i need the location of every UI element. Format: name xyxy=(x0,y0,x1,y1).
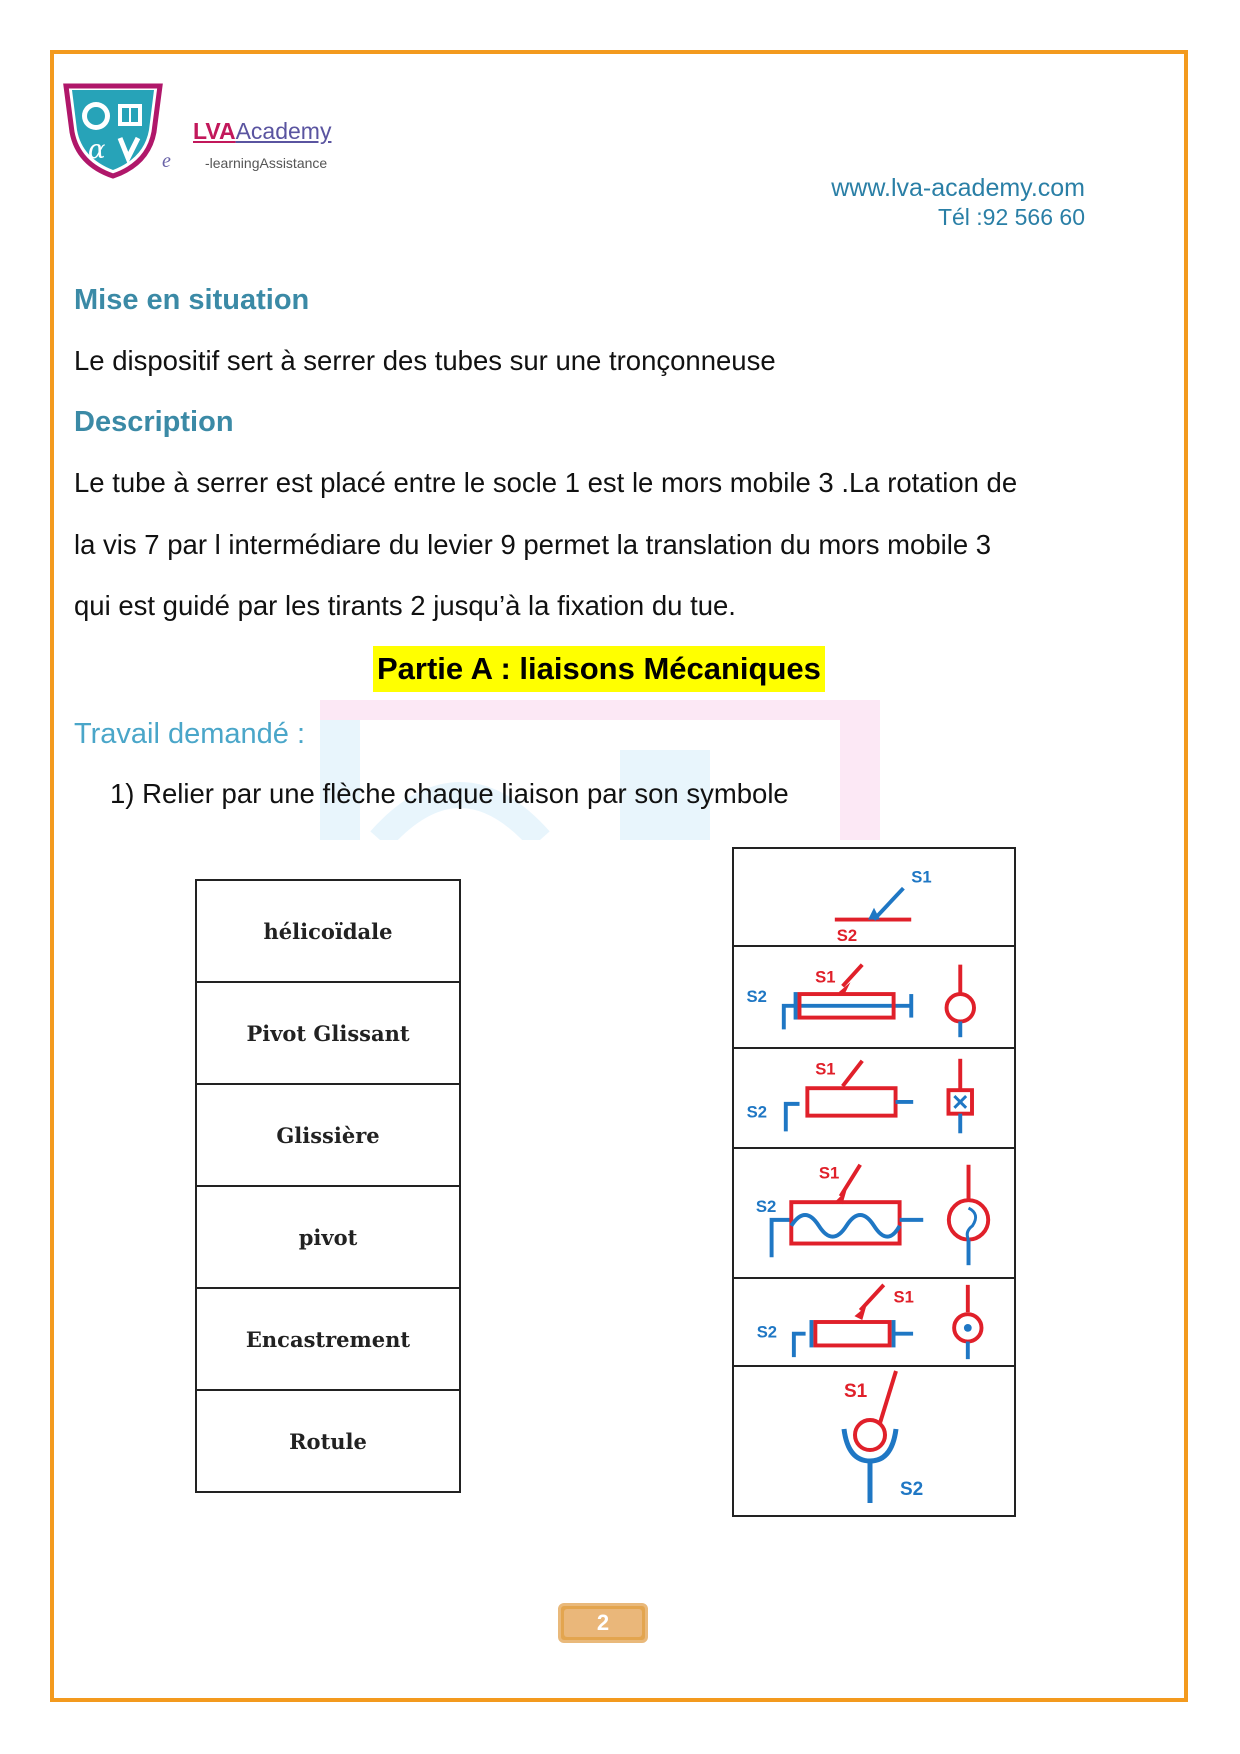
description-heading: Description xyxy=(74,406,234,438)
s2-label: S2 xyxy=(746,1102,767,1122)
s2-label: S2 xyxy=(755,1197,777,1217)
s1-label: S1 xyxy=(815,967,836,987)
pivot-glissant-symbol-icon xyxy=(734,947,1014,1047)
symbol-cell-encastrement[interactable] xyxy=(734,849,1014,947)
brand-academy: Academy xyxy=(235,118,332,144)
liaison-cell-encastrement[interactable]: Encastrement xyxy=(196,1288,460,1390)
s2-label: S2 xyxy=(756,1322,778,1342)
mise-en-situation-heading: Mise en situation xyxy=(74,284,310,316)
glissiere-symbol-icon xyxy=(734,1049,1014,1147)
watermark-logo xyxy=(320,700,880,840)
s1-label: S1 xyxy=(818,1163,840,1183)
lva-academy-logo xyxy=(58,80,168,180)
s1-label: S1 xyxy=(844,1381,868,1402)
s2-label: S2 xyxy=(836,926,858,945)
liaison-cell-helicoidale[interactable]: hélicoïdale xyxy=(196,880,460,982)
brand-e: e xyxy=(162,150,171,172)
website-link[interactable]: www.lva-academy.com xyxy=(831,174,1085,202)
mise-en-situation-text: Le dispositif sert à serrer des tubes sur une tronçonneuse xyxy=(74,345,776,376)
helicoidale-symbol-icon xyxy=(734,1149,1014,1277)
phone-number: Tél :92 566 60 xyxy=(937,204,1085,230)
encastrement-symbol-icon xyxy=(734,849,1014,945)
travail-demande-heading: Travail demandé : xyxy=(74,718,306,750)
s2-label: S2 xyxy=(900,1479,924,1500)
pivot-symbol-icon xyxy=(734,1279,1014,1365)
symbol-cell-helicoidale[interactable] xyxy=(734,1149,1014,1279)
description-line-1: Le tube à serrer est placé entre le socle 1 est le mors mobile 3 .La rotation de xyxy=(74,467,1018,498)
liaison-cell-glissiere[interactable]: Glissière xyxy=(196,1084,460,1186)
symbol-cell-pivot-glissant[interactable] xyxy=(734,947,1014,1049)
symbol-cell-pivot[interactable] xyxy=(734,1279,1014,1367)
svg-text:α: α xyxy=(88,135,106,165)
liaison-cell-rotule[interactable]: Rotule xyxy=(196,1390,460,1492)
liaison-cell-pivot-glissant[interactable]: Pivot Glissant xyxy=(196,982,460,1084)
liaison-cell-pivot[interactable]: pivot xyxy=(196,1186,460,1288)
page-number: 2 xyxy=(564,1609,642,1637)
liaison-names-table xyxy=(195,879,461,1493)
page-number-badge xyxy=(558,1603,648,1643)
symbol-cell-rotule[interactable] xyxy=(734,1367,1014,1515)
brand-lva: LVA xyxy=(193,118,236,144)
brand-tagline: -learningAssistance xyxy=(205,155,328,171)
description-line-2: la vis 7 par l intermédiare du levier 9 permet la translation du mors mobile 3 xyxy=(74,529,992,560)
s1-label: S1 xyxy=(911,867,932,887)
symbol-cell-glissiere[interactable] xyxy=(734,1049,1014,1149)
description-line-3: qui est guidé par les tirants 2 jusqu’à la fixation du tue. xyxy=(74,590,736,621)
question-1: 1) Relier par une flèche chaque liaison par son symbole xyxy=(110,778,789,809)
s2-label: S2 xyxy=(746,986,767,1006)
s1-label: S1 xyxy=(893,1287,914,1307)
symbols-table xyxy=(732,847,1016,1517)
s1-label: S1 xyxy=(815,1059,836,1079)
rotule-symbol-icon xyxy=(734,1367,1014,1515)
part-a-title: Partie A : liaisons Mécaniques xyxy=(373,646,825,692)
brand-name xyxy=(193,118,331,145)
